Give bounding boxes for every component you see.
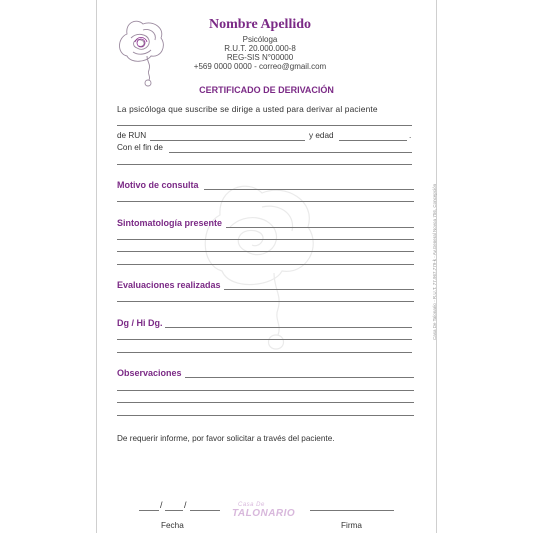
registry-number: REG-SIS N°00000 (226, 53, 294, 62)
document-title: CERTIFICADO DE DERIVACIÓN (199, 85, 334, 95)
section-motivo: Motivo de consulta (117, 180, 199, 190)
brand-script: Casa De (238, 502, 265, 508)
age-label: y edad (309, 131, 334, 140)
section-observaciones: Observaciones (117, 368, 182, 378)
observaciones-line-2[interactable] (117, 390, 414, 391)
rut-number: R.U.T. 20.000.000-8 (224, 44, 296, 53)
observaciones-line-3[interactable] (117, 402, 414, 403)
rut-line[interactable] (150, 140, 305, 141)
evaluaciones-line-1[interactable] (224, 289, 414, 290)
brand-name: TALONARIO (232, 508, 296, 519)
dg-line-1[interactable] (165, 327, 412, 328)
sintomatologia-line-2[interactable] (117, 239, 414, 240)
sintomatologia-line-4[interactable] (117, 264, 414, 265)
date-day-line[interactable] (139, 510, 159, 511)
age-period: . (409, 131, 412, 140)
purpose-line-2[interactable] (117, 164, 412, 165)
date-year-line[interactable] (190, 510, 220, 511)
brain-watermark-icon (190, 175, 350, 355)
purpose-label: Con el fin de (117, 143, 163, 152)
footer-note: De requerir informe, por favor solicitar a través del paciente. (117, 434, 335, 443)
age-line[interactable] (339, 140, 407, 141)
patient-name-line[interactable] (117, 125, 412, 126)
observaciones-line-1[interactable] (185, 377, 414, 378)
evaluaciones-line-2[interactable] (117, 301, 414, 302)
signature-label: Firma (341, 521, 362, 530)
profession: Psicóloga (242, 35, 278, 44)
intro-text: La psicóloga que suscribe se dirige a usted para derivar al paciente (117, 104, 378, 114)
purpose-line-1[interactable] (169, 152, 412, 153)
sintomatologia-line-3[interactable] (117, 251, 414, 252)
section-dg: Dg / Hi Dg. (117, 318, 163, 328)
professional-name: Nombre Apellido (208, 17, 312, 32)
dg-line-2[interactable] (117, 339, 412, 340)
date-label: Fecha (161, 521, 184, 530)
signature-line[interactable] (310, 510, 394, 511)
sintomatologia-line-1[interactable] (226, 227, 414, 228)
brand-logo (232, 502, 296, 519)
motivo-line-1[interactable] (204, 189, 414, 190)
date-slash-1: / (160, 500, 163, 510)
side-printer-text: Casa De Talonario - R.U.T. 77.967.779-k - Av.General Novoa 756, Concepción (432, 183, 437, 340)
brain-logo-icon (113, 16, 175, 88)
section-evaluaciones: Evaluaciones realizadas (117, 280, 221, 290)
date-slash-2: / (184, 500, 187, 510)
motivo-line-2[interactable] (117, 201, 414, 202)
observaciones-line-4[interactable] (117, 415, 414, 416)
section-sintomatologia: Sintomatología presente (117, 218, 223, 228)
rut-label: de RUN (117, 131, 147, 140)
date-month-line[interactable] (165, 510, 183, 511)
dg-line-3[interactable] (117, 352, 412, 353)
contact-info: +569 0000 0000 - correo@gmail.com (193, 62, 327, 71)
